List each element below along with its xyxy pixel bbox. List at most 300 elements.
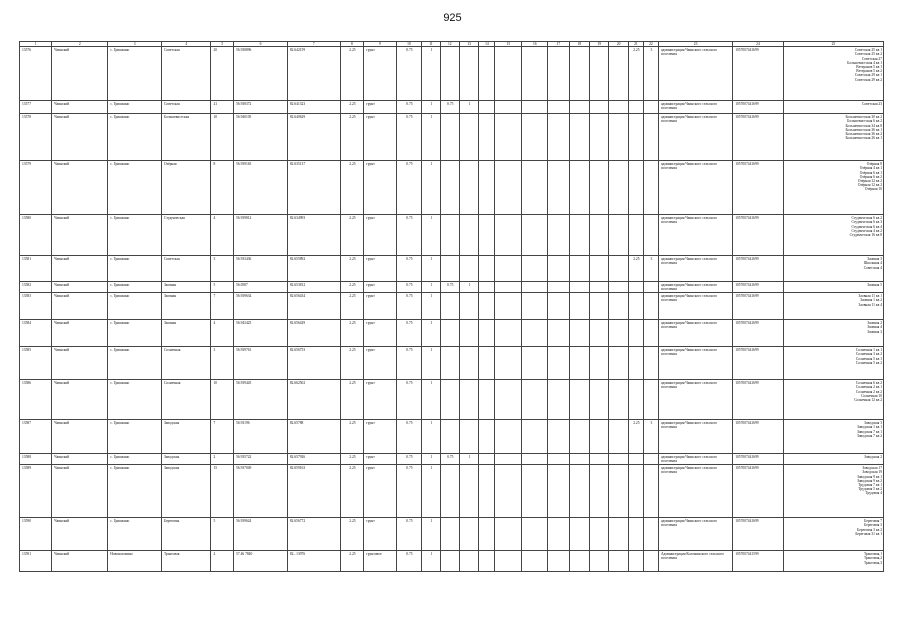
table-cell — [548, 256, 570, 282]
table-cell: 2.25 — [340, 320, 364, 347]
table-cell — [479, 551, 495, 572]
table-cell — [495, 347, 522, 380]
table-cell: 56.0587 — [234, 282, 288, 293]
table-cell: 2.25 — [340, 215, 364, 256]
address-list-cell — [783, 465, 883, 518]
table-cell — [495, 114, 522, 161]
address-line: Заовная 2 — [867, 321, 882, 326]
table-cell: с. Гришкино — [108, 293, 162, 320]
table-cell: администрация Чаинского сельского поселения — [658, 282, 732, 293]
table-cell: администрация Чаинского сельского поселения — [658, 161, 732, 215]
table-cell: 56.935722 — [234, 454, 288, 465]
table-cell: 0.75 — [396, 551, 422, 572]
table-cell — [440, 380, 459, 420]
table-cell: 1057007441699 — [733, 454, 784, 465]
address-line: Озёрная 12 кв 2 — [857, 183, 882, 188]
table-cell: 0.75 — [396, 256, 422, 282]
table-cell: 56.933436 — [234, 256, 288, 282]
address-list-cell — [783, 347, 883, 380]
table-cell: 0.75 — [396, 282, 422, 293]
table-cell: 2.25 — [340, 282, 364, 293]
table-cell — [548, 420, 570, 454]
table-cell — [628, 282, 643, 293]
table-cell: 1 — [422, 380, 440, 420]
table-cell: 0.75 — [440, 101, 459, 114]
table-cell — [548, 320, 570, 347]
table-cell — [548, 551, 570, 572]
address-line: Заводская 2 — [864, 455, 882, 460]
table-cell: с. Гришкино — [108, 380, 162, 420]
table-cell: Чаинский — [52, 101, 108, 114]
column-number: 18 — [569, 42, 589, 47]
table-cell: 1057007441699 — [733, 215, 784, 256]
table-cell — [459, 293, 478, 320]
table-cell: 2.25 — [340, 161, 364, 215]
table-cell: грунт — [364, 347, 396, 380]
table-cell — [479, 518, 495, 551]
address-line: Солнечная 5 кв 1 — [855, 356, 882, 361]
table-cell: 1057007441699 — [733, 320, 784, 347]
table-cell — [479, 380, 495, 420]
table-cell: 13580 — [20, 215, 52, 256]
address-list-cell — [783, 420, 883, 454]
table-cell: 56.939812 — [234, 215, 288, 256]
table-cell: 0.75 — [396, 293, 422, 320]
table-cell — [590, 551, 609, 572]
table-cell — [569, 293, 589, 320]
table-cell: 0.75 — [396, 518, 422, 551]
address-line: Заовная 11 кв 4 — [858, 302, 882, 307]
table-cell — [495, 551, 522, 572]
table-cell: Студенческая — [162, 215, 211, 256]
address-line: Озёрная 8 — [866, 162, 882, 167]
table-cell — [440, 215, 459, 256]
table-cell: 82.642159 — [287, 47, 340, 101]
table-cell: Чаинский — [52, 256, 108, 282]
table-cell — [609, 101, 628, 114]
table-cell — [643, 454, 658, 465]
table-cell — [590, 518, 609, 551]
column-number: 16 — [522, 42, 548, 47]
table-cell: 0.75 — [396, 320, 422, 347]
table-cell — [495, 101, 522, 114]
table-cell — [495, 465, 522, 518]
table-cell: Заовная — [162, 293, 211, 320]
table-cell: 0.75 — [440, 454, 459, 465]
table-cell: 1 — [422, 465, 440, 518]
address-line: Ветеранов 5 кв 2 — [856, 69, 882, 74]
table-cell — [628, 551, 643, 572]
table-cell: 1 — [459, 282, 478, 293]
table-cell — [643, 114, 658, 161]
address-line: Студенческая 4 кв 2 — [851, 228, 882, 233]
table-cell: 1 — [422, 256, 440, 282]
address-line: Солнечная 2 кв 1 — [855, 385, 882, 390]
table-cell — [569, 47, 589, 101]
column-number: 20 — [609, 42, 628, 47]
address-line: Трудовая 4 — [865, 491, 882, 496]
table-row — [20, 518, 884, 551]
table-cell: 0.75 — [396, 454, 422, 465]
table-cell: 56.93196 — [234, 420, 288, 454]
table-cell: 7 — [211, 420, 234, 454]
table-cell: 2.25 — [340, 420, 364, 454]
table-cell — [609, 47, 628, 101]
table-cell — [569, 114, 589, 161]
table-cell: 82.656429 — [287, 320, 340, 347]
table-cell: 2.25 — [340, 101, 364, 114]
column-number: 14 — [479, 42, 495, 47]
table-cell: Чаинский — [52, 465, 108, 518]
table-cell — [479, 161, 495, 215]
table-cell: с. Гришкино — [108, 454, 162, 465]
table-cell — [628, 293, 643, 320]
address-line: Береговая 3 — [864, 523, 882, 528]
table-cell: 2 — [211, 551, 234, 572]
table-cell — [522, 282, 548, 293]
table-cell: с. Гришкино — [108, 47, 162, 101]
table-cell — [440, 47, 459, 101]
address-line: Советская 29 кв 2 — [854, 77, 882, 82]
table-cell: 0.75 — [396, 161, 422, 215]
table-cell — [459, 114, 478, 161]
table-cell: грунт — [364, 380, 396, 420]
table-cell — [628, 161, 643, 215]
table-cell: 56.940105 — [234, 114, 288, 161]
table-cell — [569, 420, 589, 454]
address-line: Озёрная 4 кв 1 — [859, 166, 882, 171]
table-cell: 2.25 — [340, 454, 364, 465]
table-cell — [479, 293, 495, 320]
table-cell: Заводская — [162, 420, 211, 454]
address-line: Советская 25 кв 2 — [854, 52, 882, 57]
table-cell: 1 — [422, 518, 440, 551]
address-line: Трудовая 7 кв 1 — [858, 483, 882, 488]
table-cell — [609, 320, 628, 347]
column-number: 2 — [52, 42, 108, 47]
table-cell — [628, 454, 643, 465]
address-line: Трактовая,1 — [863, 552, 882, 557]
table-cell — [522, 101, 548, 114]
table-cell: Чаинский — [52, 420, 108, 454]
table-cell: 56.937049 — [234, 465, 288, 518]
table-cell: администрация Чаинского сельского поселения — [658, 215, 732, 256]
table-cell — [609, 282, 628, 293]
table-cell — [590, 465, 609, 518]
table-cell — [440, 518, 459, 551]
table-cell: 82.655892 — [287, 256, 340, 282]
column-number: 17 — [548, 42, 570, 47]
table-cell: с. Гришкино — [108, 518, 162, 551]
table-row — [20, 320, 884, 347]
table-cell — [479, 465, 495, 518]
table-cell: 2.25 — [340, 347, 364, 380]
address-list-cell — [783, 320, 883, 347]
table-cell: грунт — [364, 114, 396, 161]
address-line: Озёрная 12 кв 2 — [857, 179, 882, 184]
address-line: Заводская 9 кв 1 — [857, 474, 882, 479]
table-cell — [495, 282, 522, 293]
table-cell — [495, 380, 522, 420]
table-cell — [522, 47, 548, 101]
table-cell — [459, 465, 478, 518]
table-cell: грунт — [364, 101, 396, 114]
table-cell — [522, 114, 548, 161]
table-cell: 2.25 — [628, 47, 643, 101]
column-number: 8 — [340, 42, 364, 47]
table-cell: Чаинский — [52, 161, 108, 215]
table-cell — [643, 161, 658, 215]
table-cell — [643, 101, 658, 114]
column-number: 9 — [364, 42, 396, 47]
table-cell: Чаинский — [52, 454, 108, 465]
table-cell: администрация Чаинского сельского поселения — [658, 101, 732, 114]
column-number: 22 — [643, 42, 658, 47]
table-row — [20, 114, 884, 161]
table-cell: с. Гришкино — [108, 215, 162, 256]
table-cell: 1 — [422, 47, 440, 101]
table-cell: Солнечная — [162, 380, 211, 420]
table-cell: администрация Чаинского сельского поселения — [658, 47, 732, 101]
table-cell: 82.656753 — [287, 347, 340, 380]
address-line: Советская 29 кв 1 — [854, 73, 882, 78]
address-list-cell — [783, 161, 883, 215]
table-cell — [522, 161, 548, 215]
address-list-cell — [783, 454, 883, 465]
table-cell: 1057007441699 — [733, 256, 784, 282]
address-list-cell — [783, 101, 883, 114]
column-number: 19 — [590, 42, 609, 47]
table-cell: 2.25 — [340, 551, 364, 572]
table-cell — [495, 256, 522, 282]
table-cell — [569, 215, 589, 256]
table-cell — [569, 282, 589, 293]
table-cell: 1 — [422, 420, 440, 454]
table-cell — [643, 518, 658, 551]
table-cell: администрация Чаинского сельского поселения — [658, 454, 732, 465]
table-row — [20, 161, 884, 215]
address-line: Трактовая,2 — [863, 556, 882, 561]
table-cell — [548, 465, 570, 518]
address-list-cell — [783, 282, 883, 293]
table-cell — [479, 282, 495, 293]
table-cell: 1 — [422, 320, 440, 347]
table-cell — [459, 215, 478, 256]
column-number: 7 — [287, 42, 340, 47]
table-cell — [628, 320, 643, 347]
address-line: Советская 23 — [861, 102, 882, 107]
table-cell: 10 — [211, 114, 234, 161]
table-cell: с. Гришкино — [108, 161, 162, 215]
table-cell: 1 — [422, 101, 440, 114]
table-cell — [628, 215, 643, 256]
table-cell: администрация Чаинского сельского поселения — [658, 380, 732, 420]
table-cell — [522, 380, 548, 420]
table-cell — [548, 293, 570, 320]
table-cell: 1057007441699 — [733, 161, 784, 215]
address-line: Большевистская 26 кв 1 — [845, 136, 882, 141]
table-cell: Чаинский — [52, 380, 108, 420]
table-cell: 82.657926 — [287, 454, 340, 465]
table-cell — [459, 551, 478, 572]
column-number: 25 — [783, 42, 883, 47]
table-cell: администрация Чаинского сельского поселения — [658, 256, 732, 282]
table-cell: 2.25 — [340, 256, 364, 282]
address-line: Трудовая 5 кв 2 — [858, 487, 882, 492]
table-cell — [495, 320, 522, 347]
table-cell — [548, 347, 570, 380]
address-line: Большевистская 34 кв 8 — [845, 123, 882, 128]
table-cell: грунт — [364, 282, 396, 293]
address-line: Большевистская 4 кв 1 — [847, 60, 882, 65]
table-row — [20, 551, 884, 572]
table-cell: 2 — [211, 454, 234, 465]
table-cell — [522, 551, 548, 572]
address-line: Заводская 9 кв 2 — [857, 478, 882, 483]
table-row — [20, 380, 884, 420]
table-cell — [590, 380, 609, 420]
table-cell — [609, 293, 628, 320]
table-cell — [440, 465, 459, 518]
address-line: Солнечная 2 кв 2 — [855, 389, 882, 394]
table-cell — [569, 551, 589, 572]
table-cell: грунт — [364, 256, 396, 282]
table-cell — [548, 518, 570, 551]
table-cell: 13586 — [20, 380, 52, 420]
table-cell: Чаинский — [52, 114, 108, 161]
table-cell — [440, 320, 459, 347]
table-cell — [569, 380, 589, 420]
address-line: Студенческая 6 кв 3 — [851, 220, 882, 225]
table-cell — [643, 282, 658, 293]
registry-table — [19, 41, 884, 572]
table-cell: Советская — [162, 101, 211, 114]
table-cell: 13588 — [20, 454, 52, 465]
table-cell — [628, 465, 643, 518]
table-cell — [548, 215, 570, 256]
table-cell — [459, 161, 478, 215]
table-cell: 13584 — [20, 320, 52, 347]
address-line: Озёрная 6 кв 2 — [859, 174, 882, 179]
table-cell — [459, 347, 478, 380]
table-cell: Чаинский — [52, 215, 108, 256]
table-cell — [479, 114, 495, 161]
table-cell — [495, 518, 522, 551]
table-cell — [590, 347, 609, 380]
table-row — [20, 347, 884, 380]
column-number: 24 — [733, 42, 784, 47]
address-line: Озёрная 10 — [864, 187, 882, 192]
table-cell: грунт — [364, 420, 396, 454]
table-cell — [440, 420, 459, 454]
address-list-cell — [783, 215, 883, 256]
address-line: Солнечная 10 — [861, 393, 882, 398]
table-cell — [522, 465, 548, 518]
address-line: Заовная 1 кв 2 — [860, 298, 882, 303]
table-cell — [440, 551, 459, 572]
table-cell: с. Гришкино — [108, 320, 162, 347]
table-cell — [590, 47, 609, 101]
table-cell — [628, 114, 643, 161]
table-cell: 57.46 7840 — [234, 551, 288, 572]
table-cell: с. Гришкино — [108, 101, 162, 114]
table-cell: 56.939624 — [234, 518, 288, 551]
table-cell: с. Гришкино — [108, 465, 162, 518]
column-number: 11 — [422, 42, 440, 47]
table-cell: 1 — [422, 114, 440, 161]
table-cell — [609, 347, 628, 380]
table-cell: администрация Чаинского сельского поселения — [658, 465, 732, 518]
table-cell: 1057007441699 — [733, 420, 784, 454]
table-cell — [440, 293, 459, 320]
table-cell: Чаинский — [52, 551, 108, 572]
table-cell — [479, 420, 495, 454]
table-cell: 3 — [643, 420, 658, 454]
address-line: Заовная 3 — [867, 329, 882, 334]
table-cell — [569, 454, 589, 465]
address-line: Заводская 3 — [864, 421, 882, 426]
table-cell: 1 — [422, 347, 440, 380]
table-cell: 13590 — [20, 518, 52, 551]
table-cell — [495, 161, 522, 215]
table-cell: грунт — [364, 320, 396, 347]
table-cell: 0.75 — [440, 282, 459, 293]
address-line: Озёрная 6 кв 1 — [859, 170, 882, 175]
table-cell: грунт — [364, 465, 396, 518]
table-cell: 5 — [211, 282, 234, 293]
table-cell: Чаинский — [52, 282, 108, 293]
table-cell: 4 — [211, 320, 234, 347]
table-cell — [495, 215, 522, 256]
table-cell — [479, 101, 495, 114]
address-line: Заводская 7 кв 2 — [857, 433, 882, 438]
table-cell: 82.662502 — [287, 380, 340, 420]
table-cell — [479, 215, 495, 256]
table-cell: с. Гришкино — [108, 256, 162, 282]
table-cell: Заовная — [162, 282, 211, 293]
table-cell: 13577 — [20, 101, 52, 114]
address-line: Заовная 4 — [867, 325, 882, 330]
table-cell — [495, 293, 522, 320]
table-cell: 1057007441699 — [733, 114, 784, 161]
table-cell: 13587 — [20, 420, 52, 454]
table-cell — [479, 454, 495, 465]
table-cell: грунт — [364, 293, 396, 320]
table-cell — [590, 320, 609, 347]
table-cell: 7 — [211, 293, 234, 320]
table-cell — [643, 465, 658, 518]
table-cell — [479, 47, 495, 101]
address-line: Советская 25 кв 1 — [854, 48, 882, 53]
table-cell — [643, 320, 658, 347]
table-cell — [643, 293, 658, 320]
table-cell: 2.25 — [340, 114, 364, 161]
table-cell: Большевистская — [162, 114, 211, 161]
column-number: 12 — [440, 42, 459, 47]
table-cell: 1057007441699 — [733, 282, 784, 293]
table-cell — [522, 454, 548, 465]
table-cell: 13589 — [20, 465, 52, 518]
table-cell: 82...13976 — [287, 551, 340, 572]
address-line: Студенческая 16 кв 8 — [849, 233, 882, 238]
table-cell — [609, 551, 628, 572]
table-cell: 0.75 — [396, 465, 422, 518]
table-cell — [459, 320, 478, 347]
table-cell: 1057007441699 — [733, 47, 784, 101]
table-cell: 2.25 — [628, 420, 643, 454]
table-cell — [569, 320, 589, 347]
table-cell — [548, 101, 570, 114]
